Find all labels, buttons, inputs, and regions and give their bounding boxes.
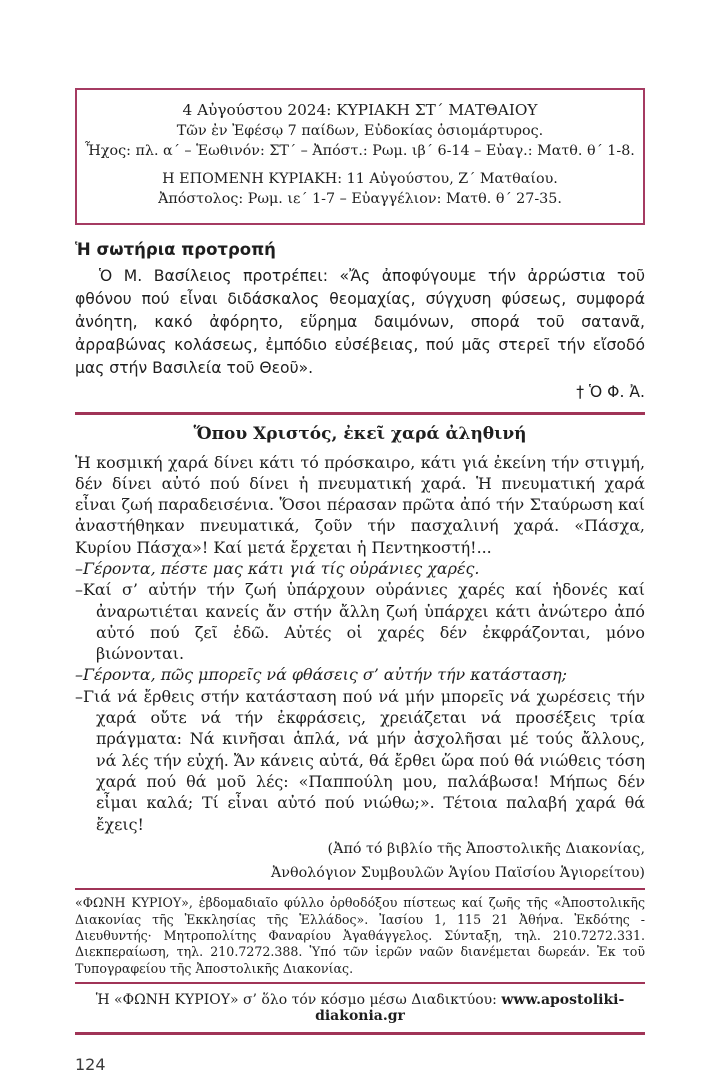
header-readings: Ἦχος: πλ. α´ – Ἑωθινόν: ΣΤ´ – Ἀπόστ.: Ρωμ. ιβ´ 6-14 – Εὐαγ.: Ματθ. θ´ 1-8. <box>85 143 635 159</box>
article-title: Ὅπου Χριστός, ἐκεῖ χαρά ἀληθινή <box>193 423 527 444</box>
website-line <box>75 988 645 1028</box>
header-gap <box>83 162 637 169</box>
liturgical-header-box <box>75 88 645 225</box>
imprint-text: «ΦΩΝΗ ΚΥΡΙΟΥ», ἑβδομαδιαῖο φύλλο ὀρθοδόξου πίστεως καί ζωῆς τῆς «Ἀποστολικῆς Διακονίας τῆς Ἐκκλησίας τῆς Ἑλλάδος». Ἰασίου 1, 115 21 Ἀθήνα. Ἐκδότης - Διευθυντής· Μητροπολίτης Φαναρίου Ἀγαθάγγελος. Σύνταξη, τηλ. 210.7272.331. Διεκπεραίωση, τηλ. 210.7272.388. Ὑπό τῶν ἱερῶν ναῶν διανέμεται δωρεάν. Ἐκ τοῦ Τυπογραφείου τῆς Ἀποστολικῆς Διακονίας. <box>75 895 645 976</box>
website-url[interactable]: www.apostoliki-diakonia.gr <box>315 992 625 1025</box>
footer-bottom-rule <box>75 1032 645 1035</box>
article-dialogue-question: –Γέροντα, πῶς μπορεῖς νά φθάσεις σ’ αὐτήν τήν κατάσταση; <box>75 665 568 685</box>
header-next-sunday: Η ΕΠΟΜΕΝΗ ΚΥΡΙΑΚΗ: 11 Αὐγούστου, Ζ´ Ματθαίου. <box>162 170 558 187</box>
section-divider-rule <box>75 412 645 415</box>
footer-top-rule <box>75 888 645 891</box>
attribution-book: Ἀνθολόγιον Συμβουλῶν Ἁγίου Παϊσίου Ἁγιορείτου) <box>270 865 645 882</box>
article-dialogue-answer: –Γιά νά ἔρθεις στήν κατάσταση πού νά μήν μπορεῖς νά χωρέσεις τήν χαρά οὔτε νά τήν ἐκφράσεις, χρειάζεται νά προσέξεις τρία πράγματα: Νά κινῆσαι ἁπλά, νά μήν ἀσχολῆσαι μέ τούς ἄλλους, νά λές τήν εὐχή. Ἄν κάνεις αὐτά, θά ἔρθει ὥρα πού θά νιώθεις τόση χαρά πού θά μοῦ λές: «Παππούλη μου, παλάβωσα! Μήπως δέν εἶμαι καλά; Τί εἶναι αὐτό πού νιώθω;». Τέτοια παλαβή χαρά θά ἔχεις! <box>75 686 645 834</box>
header-date-title: 4 Αὐγούστου 2024: ΚΥΡΙΑΚΗ ΣΤ´ ΜΑΤΘΑΙΟΥ <box>182 101 538 119</box>
exhortation-paragraph: Ὁ Μ. Βασίλειος προτρέπει: «Ἄς ἀποφύγουμε τήν ἀρρώστια τοῦ φθόνου πού εἶναι διδάσκαλος θεομαχίας, σύγχυση φύσεως, συμφορά ἀνόητη, κακό ἀφόρητο, εὕρημα δαιμόνων, σπορά τοῦ σατανᾶ, ἀρραβώνας κολάσεως, ἐμπόδιο εὐσέβειας, πού μᾶς στερεῖ τήν εἴσοδό μας στήν Βασιλεία τοῦ Θεοῦ». <box>75 266 645 377</box>
section-heading-exhortation: Ἡ σωτήρια προτροπή <box>75 239 276 259</box>
article-paragraph: Ἡ κοσμική χαρά δίνει κάτι τό πρόσκαιρο, κάτι γιά ἐκείνη τήν στιγμή, δέν δίνει αὐτό πού δίνει ἡ πνευματική χαρά. Ἡ πνευματική χαρά εἶναι ζωή παραδεισένια. Ὅσοι πέρασαν πρῶτα ἀπό τήν Σταύρωση καί ἀναστήθηκαν πνευματικά, ζοῦν τήν πασχαλινή χαρά. «Πάσχα, Κυρίου Πάσχα»! Καί μετά ἔρχεται ἡ Πεντηκοστή!... <box>75 452 645 557</box>
page-number: 124 <box>75 1054 106 1074</box>
header-commemorations: Τῶν ἐν Ἐφέσῳ 7 παίδων, Εὐδοκίας ὁσιομάρτυρος. <box>176 122 544 139</box>
website-line-prefix: Ἡ «ΦΩΝΗ ΚΥΡΙΟΥ» σ’ ὅλο τόν κόσμο μέσω Διαδικτύου: <box>95 992 502 1009</box>
article-dialogue-answer: –Καί σ’ αὐτήν τήν ζωή ὑπάρχουν οὐράνιες χαρές καί ἡδονές καί ἀναρωτιέται κανείς ἄν στήν ἄλλη ζωή ὑπάρχει κάτι ἀνώτερο ἀπό αὐτό πού ζεῖ ἐδῶ. Αὐτές οἱ χαρές δέν ἐκφράζονται, μόνο βιώνονται. <box>75 580 645 664</box>
attribution-source: (Ἀπό τό βιβλίο τῆς Ἀποστολικῆς Διακονίας, <box>327 840 645 857</box>
header-next-readings: Ἀπόστολος: Ρωμ. ιε´ 1-7 – Εὐαγγέλιον: Ματθ. θ´ 27-35. <box>158 191 562 207</box>
signature-initials: † Ὁ Φ. Ἀ. <box>576 382 645 401</box>
footer-middle-rule <box>75 982 645 985</box>
article-dialogue-question: –Γέροντα, πέστε μας κάτι γιά τίς οὐράνιες χαρές. <box>75 558 480 578</box>
